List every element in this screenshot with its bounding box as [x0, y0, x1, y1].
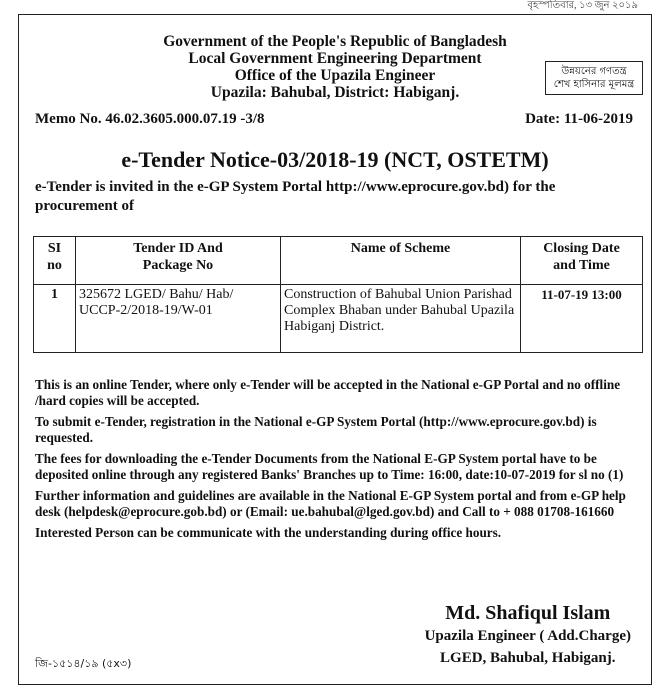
header-line-government: Government of the People's Republic of Bangladesh — [163, 33, 507, 50]
header-sl-line2: no — [47, 258, 62, 273]
header-scheme: Name of Scheme — [281, 237, 521, 285]
tender-table — [33, 236, 643, 353]
tender-notice-frame — [18, 14, 652, 685]
table-header-row — [34, 237, 643, 285]
signatory-designation: Upazila Engineer ( Add.Charge) — [424, 628, 631, 644]
signatory-name: Md. Shafiqul Islam — [445, 602, 611, 624]
slogan-line-1: উন্নয়নের গণতন্ত্র — [561, 66, 627, 77]
header-id-line1: Tender ID And — [133, 241, 223, 256]
cell-scheme: Construction of Bahubal Union Parishad Complex Bhaban under Bahubal Upazila Habiganj District. — [281, 285, 521, 353]
notice-date: Date: 11-06-2019 — [525, 111, 633, 127]
paragraph-further-info: Further information and guidelines are available in the National E-GP System portal and from e-GP help desk (helpdesk@eprocure.gob.bd) or (Email: ue.bahubal@lged.gov.bd) and Call to + 088 01708-161660 — [35, 488, 626, 519]
header-line-department: Local Government Engineering Department — [188, 50, 482, 67]
header-close-line2: and Time — [553, 258, 610, 273]
paragraph-interested: Interested Person can be communicate with the understanding during office hours. — [35, 525, 502, 540]
header-closing — [521, 237, 643, 285]
signatory-office: LGED, Bahubal, Habiganj. — [440, 650, 616, 666]
memo-row — [35, 111, 633, 128]
header-sl — [34, 237, 76, 285]
header-line-location: Upazila: Bahubal, District: Habiganj. — [210, 84, 460, 101]
top-clipped-text: বৃহস্পতিবার, ১৩ জুন ২০১৯ — [527, 0, 638, 11]
header-id-line2: Package No — [142, 258, 214, 273]
header-sl-line1: SI — [47, 241, 62, 256]
paragraph-fees: The fees for downloading the e-Tender Documents from the National E-GP System portal have to be deposited online through any registered Banks' Branches up to Time: 16:00, date:10-07-2019 for sl no (1) — [35, 451, 624, 482]
table-row — [34, 285, 643, 353]
paragraph-registration: To submit e-Tender, registration in the National e-GP System Portal (http://www.eprocure.gov.bd) is requested. — [35, 414, 597, 445]
memo-number: Memo No. 46.02.3605.000.07.19 -3/8 — [35, 111, 265, 127]
ad-code-footnote: জি-১৫১৪/১৯ (৫x৩) — [35, 657, 132, 670]
slogan-line-2: শেখ হাসিনার মূলমন্ত্র — [553, 79, 635, 90]
cell-tender-id: 325672 LGED/ Bahu/ Hab/ UCCP-2/2018-19/W-01 — [76, 285, 281, 353]
notice-paragraphs — [35, 377, 637, 547]
header-line-office: Office of the Upazila Engineer — [234, 67, 436, 84]
paragraph-online-tender: This is an online Tender, where only e-Tender will be accepted in the National e-GP Portal and no offline /hard copies will be accepted. — [35, 377, 621, 408]
signature-block — [425, 601, 631, 669]
cell-sl: 1 — [34, 285, 76, 353]
header-close-line1: Closing Date — [543, 241, 620, 256]
notice-title: e-Tender Notice-03/2018-19 (NCT, OSTETM) — [121, 147, 549, 172]
cell-closing: 11-07-19 13:00 — [521, 285, 643, 353]
slogan-box — [545, 61, 643, 95]
intro-text: e-Tender is invited in the e-GP System Portal http://www.eprocure.gov.bd) for the procurement of — [35, 179, 556, 214]
header-tender-id — [76, 237, 281, 285]
